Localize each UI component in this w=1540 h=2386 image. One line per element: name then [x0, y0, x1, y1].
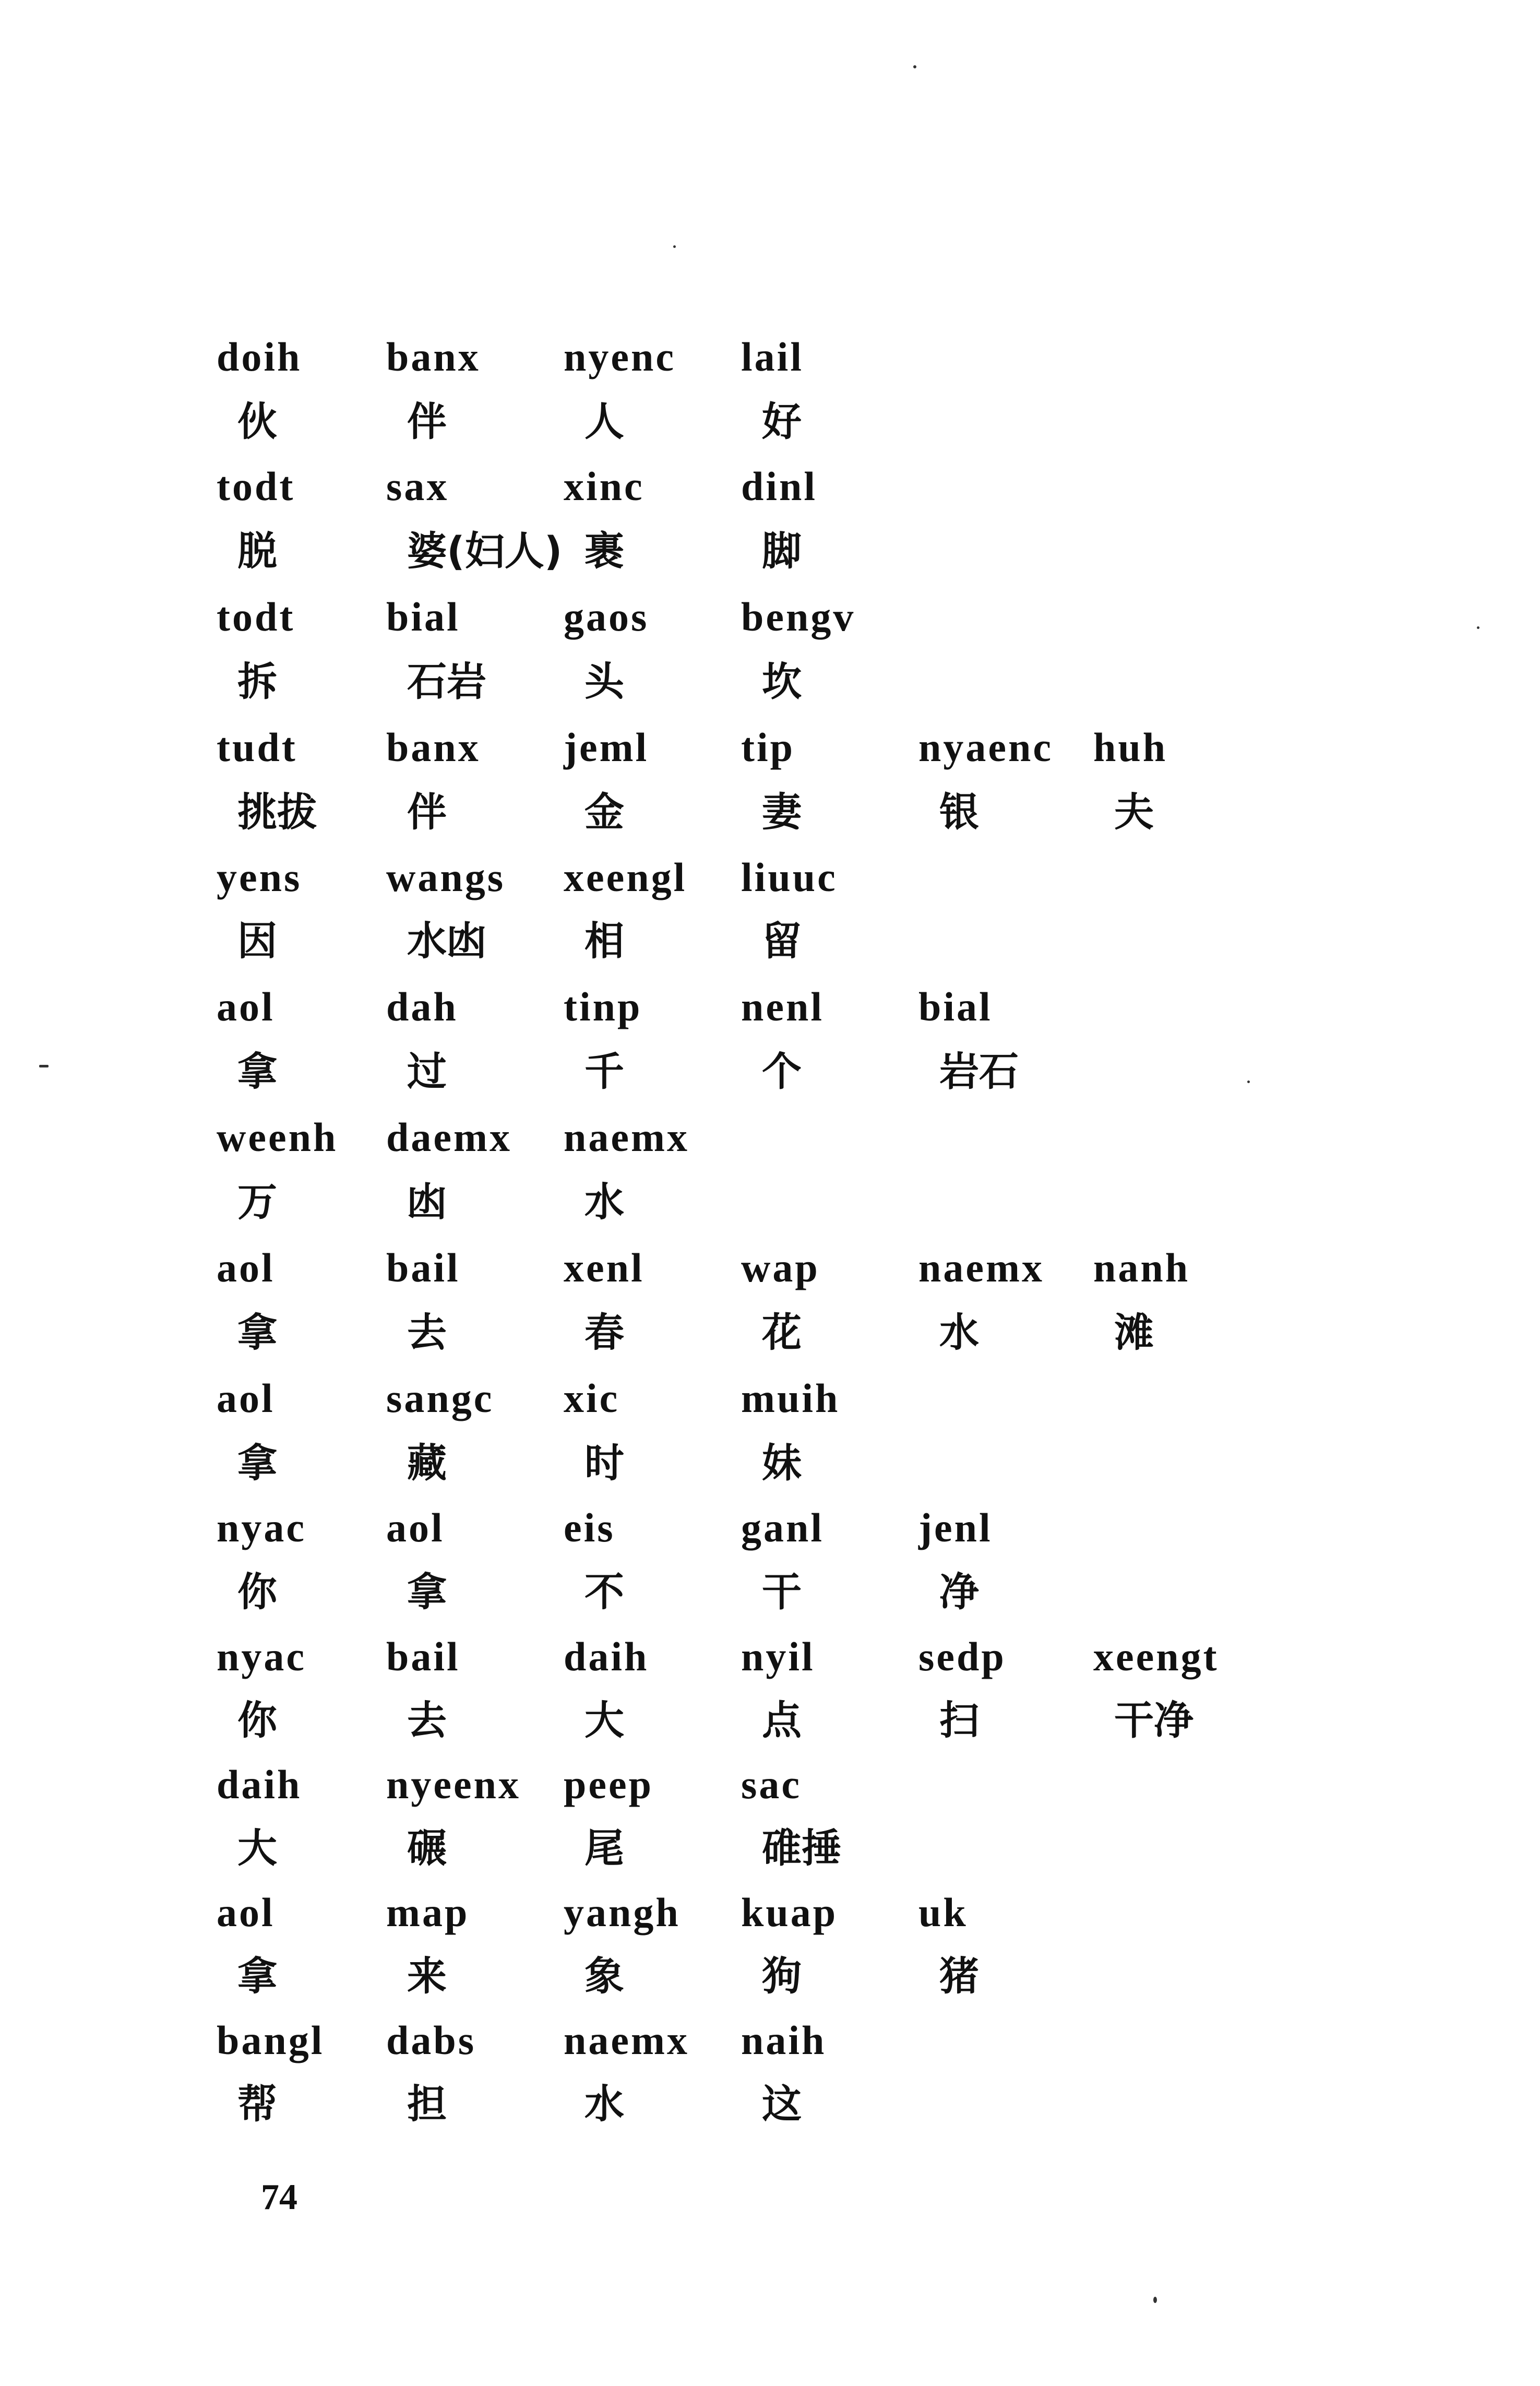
gloss-word: 拿 — [237, 1048, 277, 1095]
gloss-line — [0, 2081, 1540, 2147]
romanized-word: nanh — [1093, 1245, 1190, 1290]
gloss-word: 留 — [762, 918, 802, 964]
romanized-word: naemx — [918, 1245, 1044, 1290]
gloss-word: 拆 — [237, 658, 277, 705]
page-number: 74 — [261, 2177, 297, 2217]
gloss-word: 裹 — [584, 528, 624, 574]
gloss-word: 伴 — [407, 398, 447, 445]
romanized-word: nyac — [217, 1634, 306, 1679]
romanized-word: naemx — [564, 1114, 689, 1160]
romanized-word: dabs — [386, 2017, 476, 2063]
romanized-word: nyaenc — [918, 725, 1053, 770]
romanized-word: nyac — [217, 1505, 306, 1550]
romanized-word: eis — [564, 1505, 615, 1550]
romanized-word: lail — [741, 334, 804, 379]
romanized-word: tinp — [564, 984, 642, 1029]
gloss-word: 拿 — [237, 1440, 277, 1486]
gloss-line — [0, 1697, 1540, 1763]
romanized-word: nenl — [741, 984, 825, 1029]
gloss-word: 挑拔 — [237, 789, 317, 835]
gloss-word: 碾 — [407, 1825, 447, 1871]
scan-speck — [1477, 626, 1479, 629]
gloss-word: 点 — [762, 1697, 802, 1743]
gloss-word: 扫 — [939, 1697, 979, 1743]
romanized-word: bial — [386, 594, 460, 639]
romanized-word: ganl — [741, 1505, 825, 1550]
gloss-word: 拿 — [237, 1953, 277, 1999]
romanized-word: doih — [217, 334, 302, 379]
romanized-word: tip — [741, 725, 795, 770]
gloss-line — [0, 1309, 1540, 1375]
gloss-line — [0, 398, 1540, 465]
romanized-word: aol — [217, 1245, 275, 1290]
romanized-word: sax — [386, 464, 449, 509]
romanized-word: todt — [217, 464, 295, 509]
gloss-word: 滩 — [1114, 1309, 1154, 1356]
romanized-line — [0, 854, 1540, 920]
romanized-word: naih — [741, 2017, 827, 2063]
scan-speck — [39, 1065, 49, 1067]
romanized-word: sedp — [918, 1634, 1006, 1679]
romanized-word: aol — [217, 1375, 275, 1421]
gloss-line — [0, 1440, 1540, 1506]
romanized-word: daemx — [386, 1114, 512, 1160]
romanized-line — [0, 1114, 1540, 1180]
romanized-word: weenh — [217, 1114, 338, 1160]
romanized-word: wap — [741, 1245, 820, 1290]
romanized-word: nyil — [741, 1634, 815, 1679]
gloss-line — [0, 1179, 1540, 1245]
gloss-word: 大 — [584, 1697, 624, 1743]
romanized-word: aol — [217, 984, 275, 1029]
romanized-line — [0, 594, 1540, 659]
gloss-word: 藏 — [407, 1440, 447, 1486]
romanized-word: xic — [564, 1375, 620, 1421]
gloss-word: 坎 — [762, 658, 802, 705]
romanized-word: xenl — [564, 1245, 644, 1290]
romanized-word: bail — [386, 1634, 460, 1679]
romanized-line — [0, 727, 1540, 790]
gloss-word: 妻 — [762, 789, 802, 835]
romanized-word: bangl — [217, 2017, 325, 2063]
romanized-word: kuap — [741, 1890, 838, 1935]
gloss-line — [0, 1825, 1540, 1891]
gloss-word: 时 — [584, 1440, 624, 1486]
romanized-word: xinc — [564, 464, 644, 509]
gloss-word: 干 — [762, 1569, 802, 1615]
romanized-word: tudt — [217, 725, 297, 770]
romanized-word: aol — [217, 1890, 275, 1935]
gloss-word: 石岩 — [407, 658, 486, 705]
romanized-word: daih — [217, 1762, 302, 1807]
gloss-word: 因 — [237, 918, 277, 964]
gloss-word: 花 — [762, 1309, 802, 1356]
gloss-word: 帮 — [237, 2081, 277, 2127]
gloss-word: 水 — [939, 1309, 979, 1356]
romanized-word: xeengt — [1093, 1634, 1219, 1679]
gloss-word: 凼 — [407, 1179, 447, 1225]
gloss-word: 银 — [939, 789, 979, 835]
gloss-word: 你 — [237, 1569, 277, 1615]
gloss-word: 象 — [584, 1953, 624, 1999]
gloss-word: 脚 — [762, 528, 802, 574]
gloss-word: 伴 — [407, 789, 447, 835]
gloss-word: 金 — [584, 789, 624, 835]
gloss-word: 拿 — [407, 1569, 447, 1615]
gloss-word: 万 — [237, 1179, 277, 1225]
romanized-word: gaos — [564, 594, 649, 639]
romanized-line — [0, 1375, 1540, 1441]
romanized-line — [0, 1245, 1540, 1310]
romanized-word: yens — [217, 854, 302, 900]
romanized-word: nyeenx — [386, 1762, 521, 1807]
gloss-line — [0, 1569, 1540, 1635]
romanized-word: dinl — [741, 464, 818, 509]
romanized-line — [0, 1764, 1540, 1827]
romanized-word: todt — [217, 594, 295, 639]
romanized-word: map — [386, 1890, 470, 1935]
romanized-word: bail — [386, 1245, 460, 1290]
romanized-word: naemx — [564, 2017, 689, 2063]
romanized-word: jeml — [564, 725, 649, 770]
romanized-word: bengv — [741, 594, 856, 639]
gloss-word: 脱 — [237, 528, 277, 574]
romanized-line — [0, 334, 1540, 399]
romanized-word: nyenc — [564, 334, 676, 379]
romanized-word: liuuc — [741, 854, 838, 900]
romanized-word: bial — [918, 984, 993, 1029]
gloss-word: 碓捶 — [762, 1825, 841, 1871]
gloss-word: 这 — [762, 2081, 802, 2127]
romanized-word: dah — [386, 984, 458, 1029]
romanized-word: aol — [386, 1505, 445, 1550]
scan-speck — [1153, 2297, 1157, 2303]
gloss-word: 婆(妇人) — [407, 528, 563, 574]
gloss-word: 大 — [237, 1825, 277, 1871]
gloss-word: 人 — [584, 398, 624, 445]
gloss-word: 个 — [762, 1048, 802, 1095]
romanized-word: yangh — [564, 1890, 681, 1935]
gloss-word: 相 — [584, 918, 624, 964]
gloss-word: 水 — [584, 1179, 624, 1225]
gloss-word: 水凼 — [407, 918, 486, 964]
romanized-word: uk — [918, 1890, 968, 1935]
romanized-word: sac — [741, 1762, 802, 1807]
gloss-word: 担 — [407, 2081, 447, 2127]
gloss-word: 好 — [762, 398, 802, 445]
romanized-line — [0, 984, 1540, 1049]
gloss-word: 春 — [584, 1309, 624, 1356]
gloss-word: 不 — [584, 1569, 624, 1615]
scan-speck — [1247, 1081, 1250, 1083]
gloss-word: 尾 — [584, 1825, 624, 1871]
gloss-line — [0, 918, 1540, 984]
romanized-word: muih — [741, 1375, 840, 1421]
romanized-word: xeengl — [564, 854, 687, 900]
romanized-word: wangs — [386, 854, 506, 900]
gloss-word: 来 — [407, 1953, 447, 1999]
gloss-word: 猪 — [939, 1953, 979, 1999]
romanized-word: jenl — [918, 1505, 993, 1550]
gloss-line — [0, 789, 1540, 855]
romanized-word: daih — [564, 1634, 649, 1679]
scan-speck — [913, 65, 916, 68]
romanized-word: peep — [564, 1762, 653, 1807]
gloss-word: 妹 — [762, 1440, 802, 1486]
romanized-line — [0, 1507, 1540, 1570]
gloss-line — [0, 1048, 1540, 1114]
scan-speck — [673, 245, 676, 248]
gloss-word: 头 — [584, 658, 624, 705]
gloss-line — [0, 1953, 1540, 2019]
gloss-word: 干净 — [1114, 1697, 1193, 1743]
gloss-word: 水 — [584, 2081, 624, 2127]
gloss-word: 去 — [407, 1697, 447, 1743]
romanized-word: banx — [386, 334, 481, 379]
romanized-line — [0, 1636, 1540, 1699]
romanized-word: huh — [1093, 725, 1168, 770]
gloss-word: 夫 — [1114, 789, 1154, 835]
gloss-line — [0, 528, 1540, 594]
gloss-word: 过 — [407, 1048, 447, 1095]
romanized-word: banx — [386, 725, 481, 770]
gloss-word: 狗 — [762, 1953, 802, 1999]
gloss-word: 千 — [584, 1048, 624, 1095]
gloss-word: 你 — [237, 1697, 277, 1743]
romanized-line — [0, 466, 1540, 529]
gloss-line — [0, 658, 1540, 725]
romanized-word: sangc — [386, 1375, 494, 1421]
gloss-word: 净 — [939, 1569, 979, 1615]
gloss-word: 岩石 — [939, 1048, 1019, 1095]
gloss-word: 去 — [407, 1309, 447, 1356]
gloss-word: 拿 — [237, 1309, 277, 1356]
romanized-line — [0, 1892, 1540, 1955]
romanized-line — [0, 2017, 1540, 2083]
gloss-word: 伙 — [237, 398, 277, 445]
